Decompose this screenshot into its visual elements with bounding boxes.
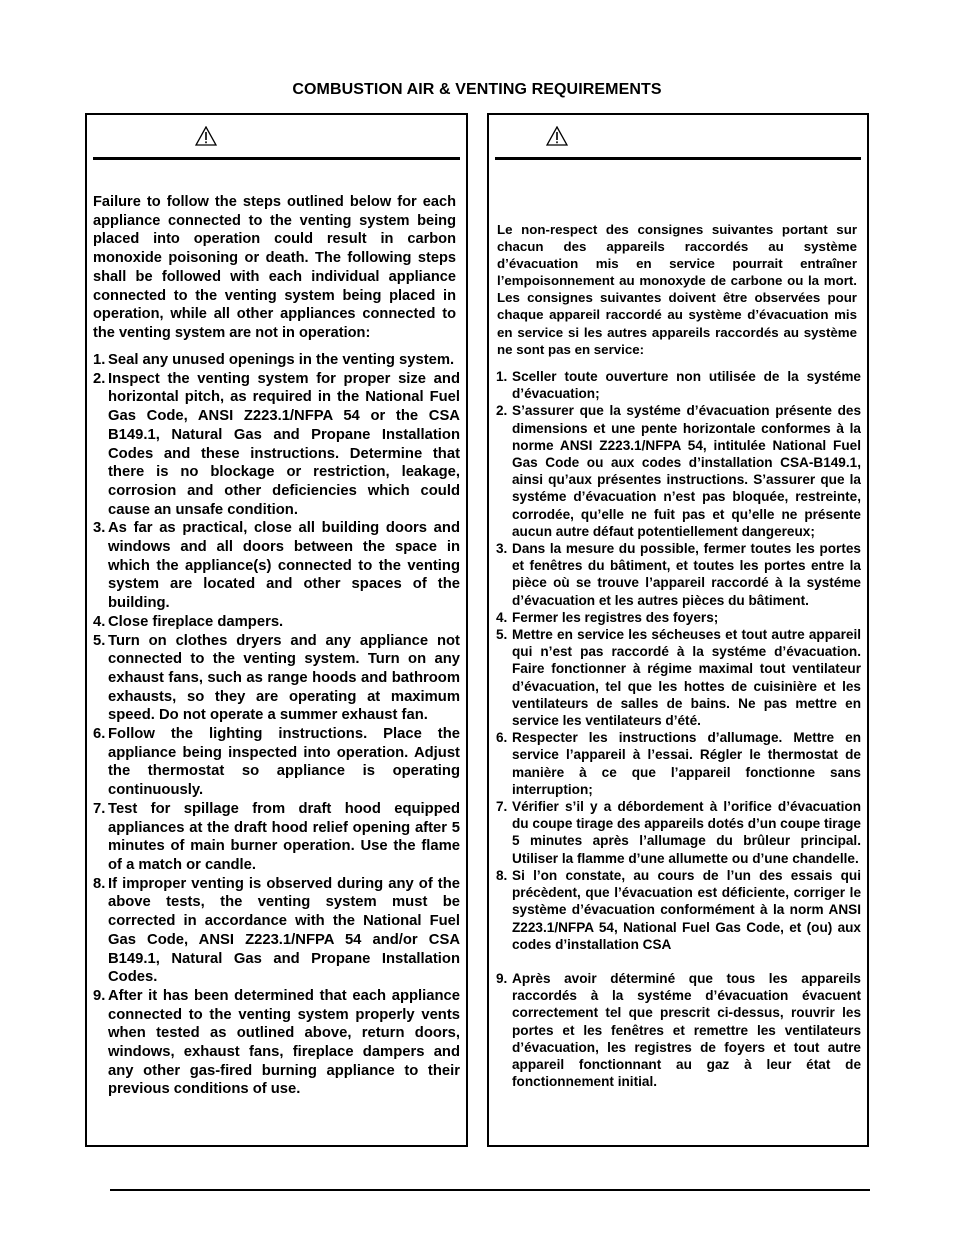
english-step-5: 5. Turn on clothes dryers and any appliance not connected to the venting system. Turn on any exhaust fans, such as range hoods and bathroom exhausts, so they are operating at maximum speed. Do not operate a summer exhaust fan.: [93, 632, 460, 724]
english-step-7: 7. Test for spillage from draft hood equipped appliances at the draft hood relief opening after 5 minutes of main burner operation. Use the flame of a match or candle.: [93, 800, 460, 873]
english-step-1: 1. Seal any unused openings in the venting system.: [93, 352, 455, 368]
french-warning-box: [487, 113, 869, 1147]
page-title: COMBUSTION AIR & VENTING REQUIREMENTS: [292, 81, 662, 98]
french-step-8: 8. Si l’on constate, au cours de l’un des essais qui précèdent, que l’évacuation est déficiente, corriger le système d’évacuation conformément à la norm ANSI Z223.1/NFPA 54, National Fuel Gas Code, et (ou) aux codes d’installation CSA: [496, 867, 861, 952]
warning-triangle-icon: [546, 126, 568, 146]
warning-triangle-icon: [195, 126, 217, 146]
french-step-6: 6. Respecter les instructions d’allumage. Mettre en service l’appareil à l’essai. Régler le thermostat de manière à ce que l’appareil fonctionne sans interruption;: [496, 730, 861, 797]
french-steps: [496, 368, 861, 1090]
french-step-3: 3. Dans la mesure du possible, fermer toutes les portes et fenêtres du bâtiment, et toutes les portes entre la pièce où se trouve l’appareil raccordé à la systéme d’évacuation et les autres pièces du bâtiment.: [496, 541, 861, 608]
english-step-8: 8. If improper venting is observed during any of the above tests, the venting system must be corrected in accordance with the National Fuel Gas Code, ANSI Z223.1/NFPA 54 and/or CSA B149.1, Natural Gas and Propane Installation Codes.: [93, 875, 460, 986]
english-step-6: 6. Follow the lighting instructions. Place the appliance being inspected into operation. Adjust the thermostat so appliance is operating continuously.: [93, 726, 460, 799]
warning-header: [93, 115, 460, 160]
warning-header: [495, 115, 861, 160]
french-step-9: 9. Après avoir déterminé que tous les appareils raccordés à la systéme d’évacuation évacuent correctement tel que prescrit ci-dessus, rouvrir les portes et les fenêtres et remettre les ventilateurs d’évacuation, les registres de foyers et tout autre appareil fonctionnant au gaz à leur état de fonctionnement initial.: [496, 970, 861, 1090]
french-step-4: 4. Fermer les registres des foyers;: [496, 609, 719, 625]
english-step-2: 2. Inspect the venting system for proper size and horizontal pitch, as required in the National Fuel Gas Code, ANSI Z223.1/NFPA 54 or the CSA B149.1, Natural Gas and Propane Installation Codes and these instructions. Determine that there is no blockage or restriction, leakage, corrosion and other deficiencies which could cause an unsafe condition.: [93, 370, 460, 518]
french-step-7: 7. Vérifier s’il y a débordement à l’orifice d’évacuation du coupe tirage des appareils dotés d’un coupe tirage 5 minutes après l’allumage du brûleur principal. Utiliser la flamme d’une allumette ou d’une chandelle.: [496, 799, 861, 866]
english-steps: [93, 351, 460, 1099]
french-step-5: 5. Mettre en service les sécheuses et tout autre appareil qui n’est pas raccordé à la systéme d’évacuation. Faire fonctionner à régime maximal tout ventilateur d’évacuation, tel que les hottes de cuisinière et les ventilateurs de salles de bains. Ne pas mettre en service les ventilateurs d’été.: [496, 627, 861, 729]
english-intro: Failure to follow the steps outlined below for each appliance connected to the venting system being placed into operation could result in carbon monoxide poisoning or death. The following steps shall be followed with each individual appliance connected to the venting system being placed in operation, while all other appliances connected to the venting system are not in operation:: [93, 194, 456, 341]
english-step-3: 3. As far as practical, close all building doors and windows and all doors between the space in which the appliance(s) connected to the venting system are located and other spaces of the building.: [93, 520, 460, 612]
english-warning-box: [85, 113, 468, 1147]
french-intro: Le non-respect des consignes suivantes portant sur chacun des appareils raccordés au système d’évacuation mis en service pourrait entraîner l’empoisonnement au monoxyde de carbone ou la mort. Les consignes suivantes doivent être observées pour chaque appareil raccordé au système d’évacuation mis en service si les autres appareils raccordés au système ne sont pas en service:: [497, 222, 857, 357]
footer-rule: [110, 1189, 870, 1191]
english-step-4: 4. Close fireplace dampers.: [93, 613, 284, 630]
french-step-2: 2. S’assurer que la systéme d’évacuation présente des dimensions et une pente horizontale conformes à la norme ANSI Z223.1/NFPA 54, intitulée National Fuel Gas Code ou aux codes d’installation CSA-B149.1, ainsi qu’aux présentes instructions. S’assurer que la systéme d’évacuation n’est pas bloquée, restreinte, corrodée, qu’elle ne fuit pas et qu’elle ne présente aucun autre défaut potentiellement dangereux;: [496, 403, 861, 539]
english-step-9: 9. After it has been determined that each appliance connected to the venting system properly vents when tested as outlined above, return doors, windows, exhaust fans, fireplace dampers and any other gas-fired burning appliance to their previous conditions of use.: [93, 987, 460, 1098]
french-step-1: 1. Sceller toute ouverture non utilisée de la systéme d’évacuation;: [496, 369, 861, 402]
